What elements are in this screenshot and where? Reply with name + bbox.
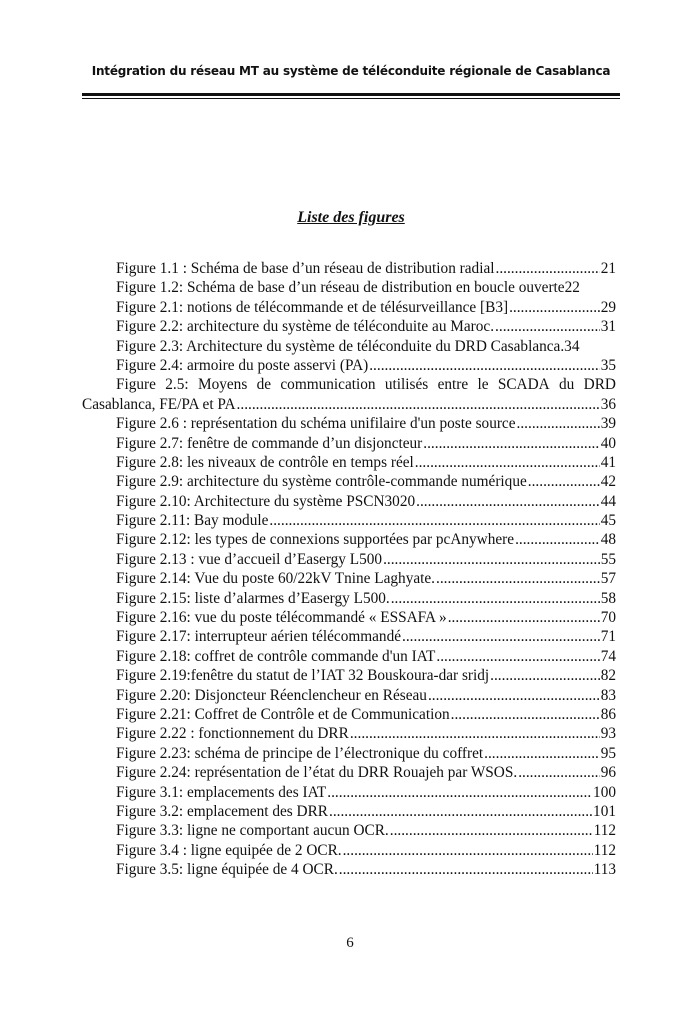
- header-rule-thin: [82, 98, 620, 99]
- figure-label: Figure 2.12: les types de connexions supportées par pcAnywhere: [116, 531, 515, 549]
- figure-page: 74: [600, 647, 616, 665]
- label-word: Moyens: [197, 376, 248, 394]
- figure-page: 101: [593, 802, 616, 820]
- figure-page: 45: [600, 512, 616, 530]
- label-word: 2.5:: [165, 376, 189, 394]
- figure-page: 95: [600, 744, 616, 762]
- dot-leader: [350, 724, 600, 743]
- dot-leader: [490, 666, 600, 685]
- figure-page: 29: [600, 298, 616, 316]
- dot-leader: [436, 569, 600, 588]
- dot-leader: [451, 705, 600, 724]
- figure-label: Figure 2.1: notions de télécommande et de télésurveillance [B3]: [116, 298, 509, 316]
- figure-entry: [82, 511, 616, 530]
- figure-entry: [82, 608, 616, 627]
- figure-entry: [82, 530, 616, 549]
- dot-leader: [327, 783, 592, 802]
- figure-label: Figure 3.3: ligne ne comportant aucun OCR.: [116, 822, 389, 840]
- dot-leader: [495, 317, 600, 336]
- figure-page: 36: [600, 395, 616, 413]
- dot-leader: [402, 627, 600, 646]
- figure-label-line1: [82, 375, 616, 394]
- figure-entry: [82, 705, 616, 724]
- figure-page: 21: [600, 260, 616, 277]
- figure-label: Figure 2.15: liste d’alarmes d’Easergy L500.: [116, 589, 390, 607]
- dot-leader: [390, 821, 593, 840]
- dot-leader: [416, 492, 600, 511]
- figure-label: Figure 2.23: schéma de principe de l’électronique du coffret: [116, 744, 484, 762]
- figure-label: Figure 2.20: Disjoncteur Réenclencheur en Réseau: [116, 686, 427, 704]
- figure-page: 42: [600, 473, 616, 491]
- figure-entry: [82, 802, 616, 821]
- label-word: du: [559, 376, 575, 394]
- figure-entry: [82, 744, 616, 763]
- figure-page: 44: [600, 492, 616, 510]
- figure-label: Figure 2.14: Vue du poste 60/22kV Tnine Laghyate.: [116, 570, 436, 588]
- figure-label: Figure 3.4 : ligne equipée de 2 OCR.: [116, 841, 342, 859]
- figure-entry: [82, 763, 616, 782]
- figure-entry: [82, 298, 616, 317]
- figure-label-line2: [82, 395, 616, 414]
- figure-page: 22: [564, 279, 580, 297]
- figure-label: Figure 2.13 : vue d’accueil d’Easergy L500: [116, 550, 383, 568]
- figure-page: 48: [600, 531, 616, 549]
- header-rule-thick: [82, 93, 620, 96]
- figure-label: Figure 2.22 : fonctionnement du DRR: [116, 725, 349, 743]
- figure-entry: [82, 434, 616, 453]
- figure-entry-wrapped: [82, 375, 616, 414]
- figure-label: Figure 2.21: Coffret de Contrôle et de Communication: [116, 705, 450, 723]
- figure-entry: [82, 337, 616, 356]
- dot-leader: [329, 802, 592, 821]
- figure-label: Figure 2.2: architecture du système de téléconduite au Maroc.: [116, 318, 495, 336]
- figure-page: 41: [600, 453, 616, 471]
- figure-label: Figure 3.1: emplacements des IAT: [116, 783, 327, 801]
- figure-page: 39: [600, 415, 616, 433]
- figure-entry: [82, 550, 616, 569]
- figure-entry: [82, 589, 616, 608]
- figure-entry: [82, 414, 616, 433]
- figure-page: 113: [593, 861, 616, 879]
- figure-entry: [82, 472, 616, 491]
- figure-page: 58: [600, 589, 616, 607]
- dot-leader: [517, 414, 600, 433]
- figure-label: Figure 2.6 : représentation du schéma unifilaire d'un poste source: [116, 415, 516, 433]
- figure-page: 86: [600, 705, 616, 723]
- figure-page: 34: [564, 337, 580, 355]
- label-word: SCADA: [497, 376, 550, 394]
- figure-label: Casablanca, FE/PA et PA: [82, 395, 236, 413]
- label-word: DRD: [583, 376, 616, 394]
- dot-leader: [339, 860, 593, 879]
- figure-label: Figure 2.9: architecture du système contrôle-commande numérique: [116, 473, 527, 491]
- figure-entry: [82, 492, 616, 511]
- figure-entry: [82, 821, 616, 840]
- page-title: Liste des figures: [297, 209, 405, 226]
- figure-entry: [82, 783, 616, 802]
- figure-label: Figure 2.24: représentation de l’état du DRR Rouajeh par WSOS.: [116, 764, 518, 782]
- dot-leader: [518, 763, 600, 782]
- figure-entry: [82, 278, 616, 297]
- figure-entry: [82, 259, 616, 278]
- dot-leader: [428, 686, 600, 705]
- dot-leader: [237, 395, 600, 414]
- figure-page: 40: [600, 434, 616, 452]
- figure-page: 112: [593, 822, 616, 840]
- figure-label: Figure 2.11: Bay module: [116, 512, 269, 530]
- figure-page: 35: [600, 356, 616, 374]
- dot-leader: [369, 356, 599, 375]
- dot-leader: [391, 589, 600, 608]
- figure-page: 57: [600, 570, 616, 588]
- figure-page: 55: [600, 550, 616, 568]
- figure-entry: [82, 647, 616, 666]
- figure-list: [82, 259, 616, 880]
- figure-entry: [82, 627, 616, 646]
- figure-label: Figure 2.18: coffret de contrôle commande d'un IAT: [116, 647, 436, 665]
- figure-page: 96: [600, 764, 616, 782]
- figure-label: Figure 1.2: Schéma de base d’un réseau de distribution en boucle ouverte: [116, 279, 565, 297]
- figure-entry: [82, 724, 616, 743]
- figure-page: 71: [600, 628, 616, 646]
- dot-leader: [448, 608, 600, 627]
- dot-leader: [343, 841, 593, 860]
- figure-entry: [82, 453, 616, 472]
- figure-label: Figure 2.8: les niveaux de contrôle en temps réel: [116, 453, 414, 471]
- figure-page: 93: [600, 725, 616, 743]
- figure-label: Figure 2.19:fenêtre du statut de l’IAT 32 Bouskoura-dar sridj: [116, 667, 490, 685]
- label-word: le: [477, 376, 489, 394]
- figure-label: Figure 2.10: Architecture du système PSCN3020: [116, 492, 416, 510]
- figure-entry: [82, 686, 616, 705]
- figure-page: 83: [600, 686, 616, 704]
- figure-label: Figure 3.5: ligne équipée de 4 OCR.: [116, 861, 338, 879]
- dot-leader: [496, 259, 600, 278]
- figure-page: 100: [593, 783, 616, 801]
- figure-label: Figure 2.16: vue du poste télécommandé « ESSAFA »: [116, 609, 447, 627]
- label-word: de: [256, 376, 272, 394]
- running-header: Intégration du réseau MT au système de téléconduite régionale de Casablanca: [91, 64, 611, 78]
- figure-entry: [82, 841, 616, 860]
- figure-label: Figure 2.4: armoire du poste asservi (PA): [116, 356, 369, 374]
- label-word: entre: [437, 376, 469, 394]
- figure-page: 70: [600, 609, 616, 627]
- dot-leader: [423, 434, 599, 453]
- figure-page: 82: [600, 667, 616, 685]
- dot-leader: [269, 511, 599, 530]
- figure-label: Figure 1.1 : Schéma de base d’un réseau de distribution radial: [116, 260, 495, 277]
- dot-leader: [515, 530, 600, 549]
- label-word: communication: [280, 376, 376, 394]
- figure-entry: [82, 569, 616, 588]
- figure-entry: [82, 356, 616, 375]
- figure-page: 31: [600, 318, 616, 336]
- dot-leader: [436, 647, 599, 666]
- figure-entry: [82, 860, 616, 879]
- figure-label: Figure 2.3: Architecture du système de téléconduite du DRD Casablanca.: [116, 337, 565, 355]
- page-number: 6: [346, 935, 354, 951]
- label-word: utilisés: [384, 376, 429, 394]
- figure-entry: [82, 666, 616, 685]
- dot-leader: [383, 550, 600, 569]
- dot-leader: [484, 744, 600, 763]
- figure-entry: [82, 317, 616, 336]
- figure-label: Figure 2.17: interrupteur aérien télécommandé: [116, 628, 402, 646]
- label-word: Figure: [116, 376, 156, 394]
- figure-page: 112: [593, 841, 616, 859]
- dot-leader: [509, 298, 600, 317]
- figure-label: Figure 3.2: emplacement des DRR: [116, 802, 328, 820]
- dot-leader: [528, 472, 600, 491]
- dot-leader: [415, 453, 600, 472]
- figure-label: Figure 2.7: fenêtre de commande d’un disjoncteur: [116, 434, 423, 452]
